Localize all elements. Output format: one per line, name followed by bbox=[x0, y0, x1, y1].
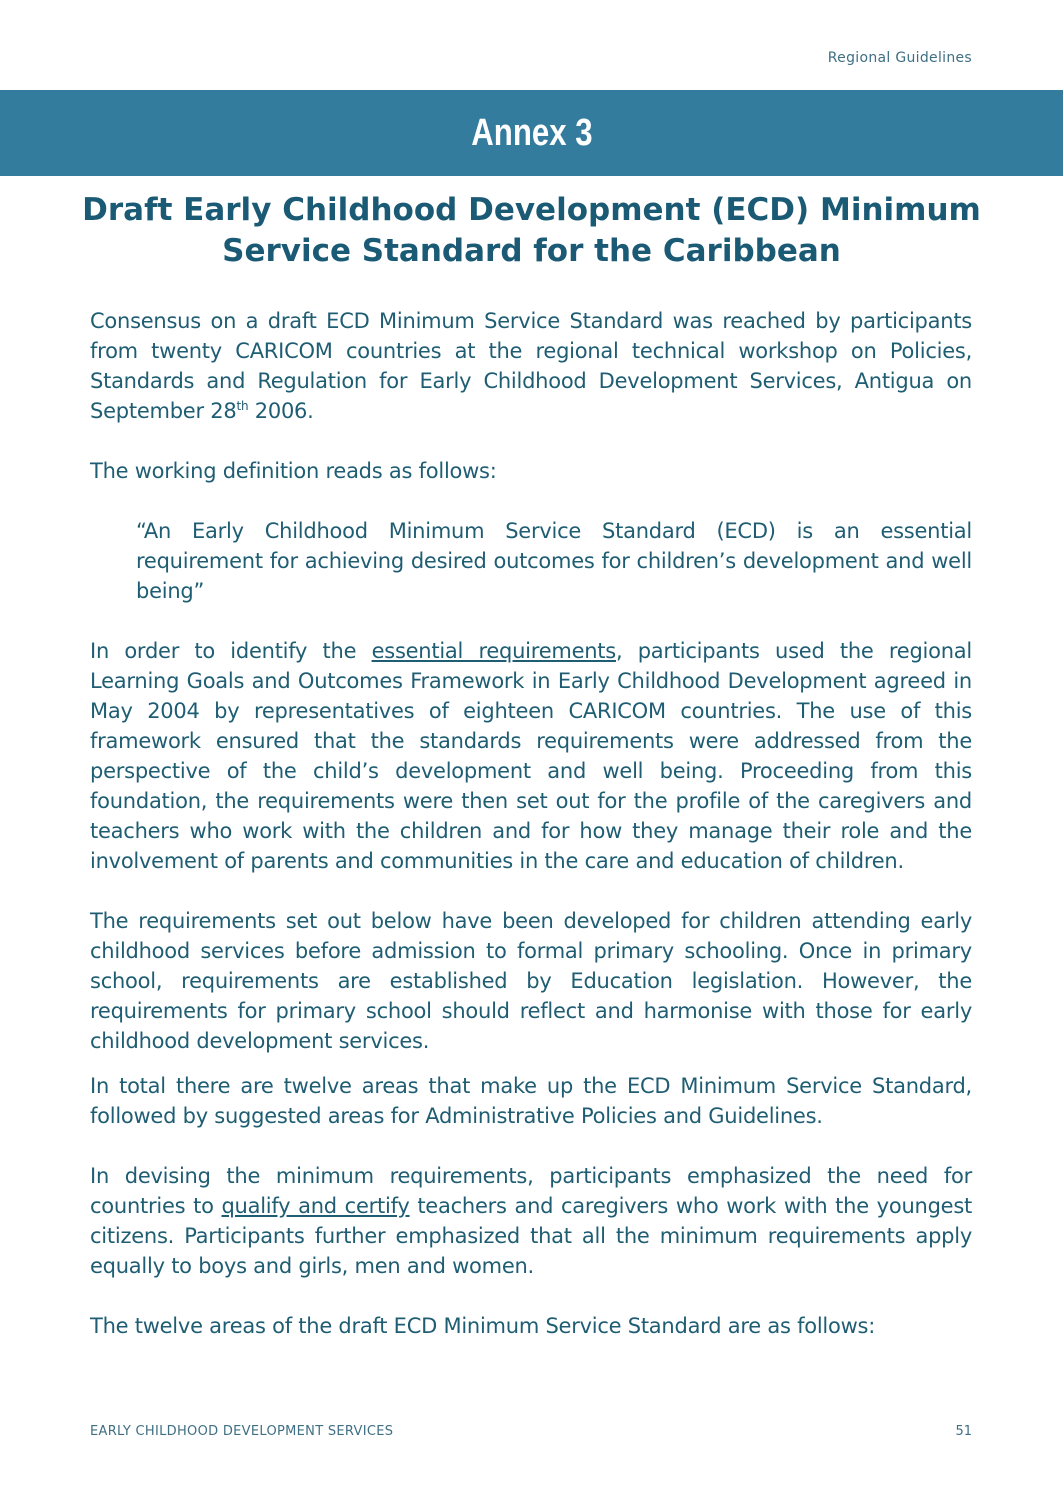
footer-publication: EARLY CHILDHOOD DEVELOPMENT SERVICES bbox=[90, 1424, 394, 1439]
paragraph-qualify-rest: teachers and caregivers who work with the youngest citizens. Participants further emphasized that all the minimum requirements apply equally to boys and girls, men and women. bbox=[90, 1194, 972, 1278]
paragraph-framework-lead: In order to identify the bbox=[90, 639, 372, 663]
paragraph-working-definition: The working definition reads as follows: bbox=[90, 459, 497, 483]
page-number: 51 bbox=[955, 1424, 972, 1439]
document-title: Draft Early Childhood Development (ECD) Minimum Service Standard for the Caribbean bbox=[82, 192, 981, 269]
paragraph-twelve-areas-intro: The twelve areas of the draft ECD Minimum Service Standard are as follows: bbox=[90, 1314, 876, 1338]
paragraph-consensus-year: 2006. bbox=[248, 399, 314, 423]
annex-banner bbox=[0, 90, 1063, 176]
annex-title: Annex 3 bbox=[470, 111, 593, 154]
paragraph-requirements-scope: The requirements set out below have been developed for children attending early childhood services before admission to formal primary schooling. Once in primary school, requirements are established by Education legislation. However, the requirements for primary school should reflect and harmonise with those for early childhood development services. bbox=[90, 909, 972, 1053]
paragraph-consensus bbox=[90, 306, 972, 426]
paragraph-qualify-lead: In devising the minimum requirements, participants emphasized the need for countries to bbox=[90, 1164, 972, 1218]
paragraph-qualify-certify bbox=[90, 1161, 972, 1281]
ordinal-suffix: th bbox=[236, 399, 249, 413]
paragraph-framework-rest: , participants used the regional Learning Goals and Outcomes Framework in Early Childhood Development agreed in May 2004 by representatives of eighteen CARICOM countries. The use of this framework ensured that the standards requirements were addressed from the perspective of the child’s development and well being. Proceeding from this foundation, the requirements were then set out for the profile of the caregivers and teachers who work with the children and for how they manage their role and the involvement of parents and communities in the care and education of children. bbox=[90, 639, 972, 873]
body-text bbox=[90, 306, 972, 1371]
paragraph-consensus-text: Consensus on a draft ECD Minimum Service Standard was reached by participants from twenty CARICOM countries at the regional technical workshop on Policies, Standards and Regulation for Early Childhood Development Services, Antigua on September 28 bbox=[90, 309, 972, 423]
definition-quote: “An Early Childhood Minimum Service Standard (ECD) is an essential requirement for achieving desired outcomes for children’s development and well being” bbox=[136, 519, 972, 603]
paragraph-framework bbox=[90, 636, 972, 876]
essential-requirements-underlined: essential requirements bbox=[371, 639, 616, 663]
qualify-and-certify-underlined: qualify and certify bbox=[221, 1194, 410, 1218]
running-header: Regional Guidelines bbox=[827, 50, 972, 66]
paragraph-twelve-areas-total: In total there are twelve areas that make up the ECD Minimum Service Standard, followed by suggested areas for Administrative Policies and Guidelines. bbox=[90, 1074, 972, 1128]
